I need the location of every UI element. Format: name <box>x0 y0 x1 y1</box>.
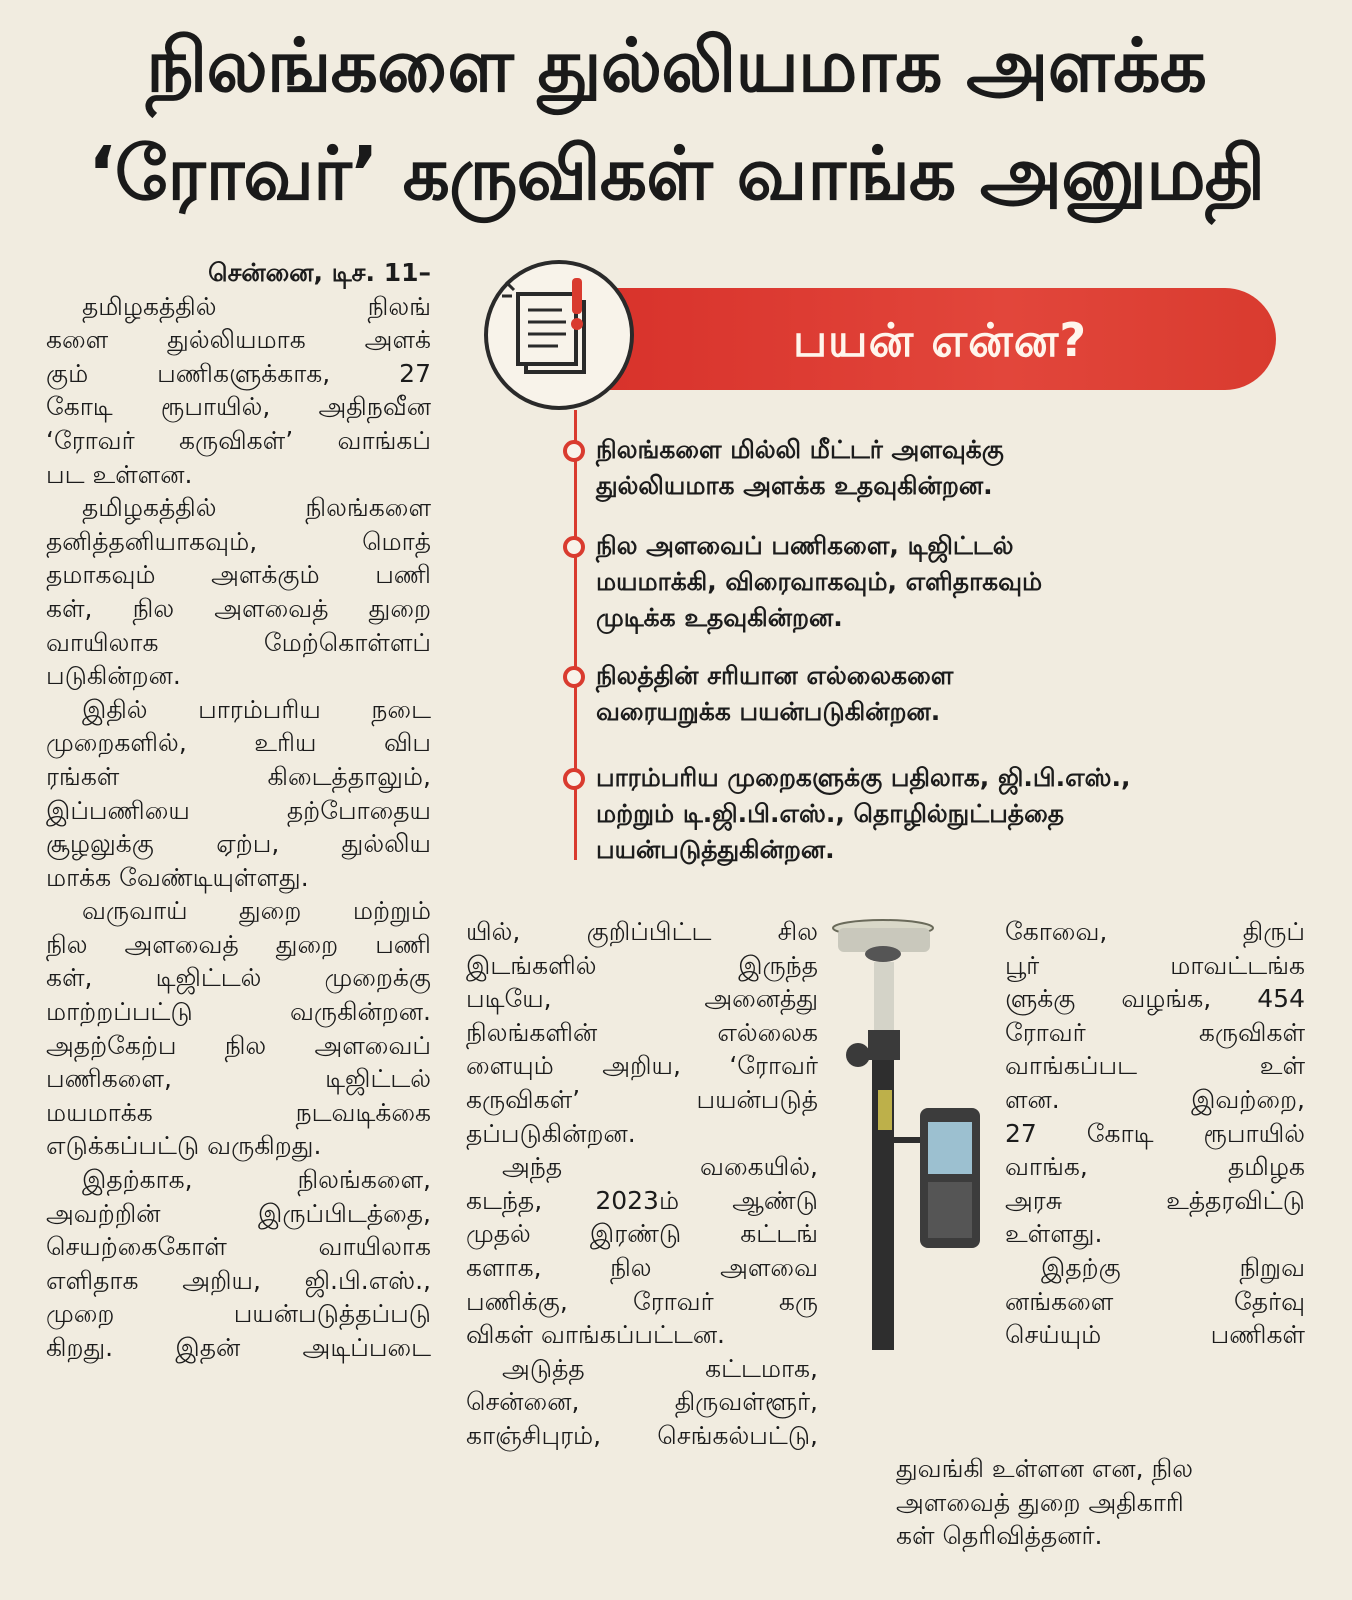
text-line: விகள் வாங்கப்பட்டன. <box>466 1320 726 1350</box>
text-line: செய்யும் பணிகள் <box>1005 1320 1305 1350</box>
text-line: னங்களை தேர்வு <box>1005 1286 1305 1316</box>
text-line: தனித்தனியாகவும், மொத் <box>46 526 431 556</box>
text-line: ளையும் அறிய, ‘ரோவர் <box>466 1051 818 1081</box>
point-line: மற்றும் டி.ஜி.பி.எஸ்., தொழில்நுட்பத்தை <box>596 799 1065 828</box>
text-line: சூழலுக்கு ஏற்ப, துல்லிய <box>46 829 431 859</box>
infobox-title: பயன் என்ன? <box>792 313 1088 367</box>
text-line: அரசு உத்தரவிட்டு <box>1005 1185 1305 1215</box>
text-line: மாக்க வேண்டியுள்ளது. <box>46 862 309 892</box>
text-line: காஞ்சிபுரம், செங்கல்பட்டு, <box>466 1420 818 1450</box>
point-line: முடிக்க உதவுகின்றன. <box>596 603 843 632</box>
text-line: முதல் இரண்டு கட்டங் <box>466 1219 818 1249</box>
text-line: ளுக்கு வழங்க, 454 <box>1005 984 1305 1014</box>
text-line: கள், டிஜிட்டல் முறைக்கு <box>46 963 431 993</box>
text-line: படியே, அனைத்து <box>466 984 818 1014</box>
text-line: கோடி ரூபாயில், அதிநவீன <box>46 392 431 422</box>
text-line: வாங்க, தமிழக <box>1005 1152 1305 1182</box>
text-line: கள் தெரிவித்தனர். <box>896 1521 1103 1551</box>
infobox-point-2 <box>596 528 1316 636</box>
text-line: அளவைத் துறை அதிகாரி <box>896 1487 1184 1517</box>
text-line: பணிகளை, டிஜிட்டல் <box>46 1064 431 1094</box>
point-line: நிலத்தின் சரியான எல்லைகளை <box>596 661 954 690</box>
text-line: யில், குறிப்பிட்ட சில <box>466 917 818 946</box>
text-line: முறைகளில், உரிய விப <box>46 728 431 758</box>
text-line: களாக, நில அளவை <box>466 1252 818 1282</box>
headline-line-1: நிலங்களை துல்லியமாக அளக்க <box>146 23 1206 109</box>
text-line: சென்னை, திருவள்ளூர், <box>466 1387 818 1417</box>
text-line: அடுத்த கட்டமாக, <box>502 1353 818 1383</box>
text-line: ளன. இவற்றை, <box>1005 1084 1305 1114</box>
text-line: இப்பணியை தற்போதைய <box>46 795 431 825</box>
dateline: சென்னை, டிச. 11– <box>208 258 431 287</box>
text-line: எளிதாக அறிய, ஜி.பி.எஸ்., <box>46 1265 431 1295</box>
infobox-point-3 <box>596 658 1316 730</box>
text-line: இடங்களில் இருந்த <box>466 950 818 980</box>
document-alert-icon <box>484 260 634 410</box>
text-line: வருவாய் துறை மற்றும் <box>82 896 431 926</box>
text-line: ரங்கள் கிடைத்தாலும், <box>46 761 431 791</box>
headline-line-2: ‘ரோவர்’ கருவிகள் வாங்க அனுமதி <box>87 131 1265 217</box>
text-line: இதற்காக, நிலங்களை, <box>82 1165 431 1195</box>
point-line: பயன்படுத்துகின்றன. <box>596 835 835 864</box>
text-line: தமாகவும் அளக்கும் பணி <box>46 560 431 590</box>
text-line: துவங்கி உள்ளன என, நில <box>896 1454 1194 1483</box>
text-line: பட உள்ளன. <box>46 459 193 489</box>
text-line: அந்த வகையில், <box>502 1152 818 1182</box>
text-line: நில அளவைத் துறை பணி <box>46 929 431 959</box>
text-line: கிறது. இதன் அடிப்படை <box>46 1333 431 1362</box>
rover-device-image <box>828 910 988 1360</box>
bullet-icon <box>563 768 585 790</box>
point-line: நில அளவைப் பணிகளை, டிஜிட்டல் <box>596 531 1014 560</box>
text-line: இதில் பாரம்பரிய நடை <box>82 694 431 724</box>
text-line: கும் பணிகளுக்காக, 27 <box>46 358 431 388</box>
bullet-icon <box>563 666 585 688</box>
text-line: கருவிகள்’ பயன்படுத் <box>466 1084 818 1114</box>
article-column-2 <box>466 915 818 1453</box>
text-line: அவற்றின் இருப்பிடத்தை, <box>46 1198 431 1228</box>
text-line: செயற்கைகோள் வாயிலாக <box>46 1232 431 1262</box>
text-line: படுகின்றன. <box>46 661 181 691</box>
bullet-icon <box>563 440 585 462</box>
text-line: தமிழகத்தில் நிலங்களை <box>82 493 431 523</box>
text-line: வாங்கப்பட உள் <box>1005 1051 1305 1081</box>
text-line: ரோவர் கருவிகள் <box>1005 1017 1305 1047</box>
text-line: ‘ரோவர் கருவிகள்’ வாங்கப் <box>46 425 431 455</box>
text-line: வாயிலாக மேற்கொள்ளப் <box>46 627 431 657</box>
infobox-point-4 <box>596 760 1316 868</box>
point-line: வரையறுக்க பயன்படுகின்றன. <box>596 697 941 726</box>
text-line: மயமாக்க நடவடிக்கை <box>46 1097 431 1127</box>
text-line: தப்படுகின்றன. <box>466 1118 636 1148</box>
text-line: கோவை, திருப் <box>1005 917 1305 946</box>
text-line: பணிக்கு, ரோவர் கரு <box>466 1286 818 1316</box>
article-tail <box>896 1452 1306 1553</box>
text-line: உள்ளது. <box>1005 1219 1103 1249</box>
text-line: நிலங்களின் எல்லைக <box>466 1017 818 1047</box>
text-line: இதற்கு நிறுவ <box>1041 1252 1305 1282</box>
text-line: கடந்த, 2023ம் ஆண்டு <box>466 1185 818 1215</box>
text-line: தமிழகத்தில் நிலங் <box>82 291 431 321</box>
text-line: பூர் மாவட்டங்க <box>1005 950 1305 980</box>
point-line: நிலங்களை மில்லி மீட்டர் அளவுக்கு <box>596 435 1004 464</box>
point-line: பாரம்பரிய முறைகளுக்கு பதிலாக, ஜி.பி.எஸ்., <box>596 763 1131 792</box>
article-column-1 <box>46 256 431 1365</box>
infobox-point-1 <box>596 432 1316 504</box>
text-line: 27 கோடி ரூபாயில் <box>1005 1118 1305 1148</box>
text-line: மாற்றப்பட்டு வருகின்றன. <box>46 997 431 1027</box>
article-column-3 <box>1005 915 1305 1352</box>
text-line: அதற்கேற்ப நில அளவைப் <box>46 1030 431 1060</box>
text-line: எடுக்கப்பட்டு வருகிறது. <box>46 1131 322 1161</box>
text-line: முறை பயன்படுத்தப்படு <box>46 1299 431 1329</box>
text-line: கள், நில அளவைத் துறை <box>46 593 431 623</box>
timeline-line <box>574 410 577 860</box>
point-line: துல்லியமாக அளக்க உதவுகின்றன. <box>596 471 993 500</box>
bullet-icon <box>563 536 585 558</box>
text-line: களை துல்லியமாக அளக் <box>46 325 431 355</box>
point-line: மயமாக்கி, விரைவாகவும், எளிதாகவும் <box>596 567 1043 596</box>
